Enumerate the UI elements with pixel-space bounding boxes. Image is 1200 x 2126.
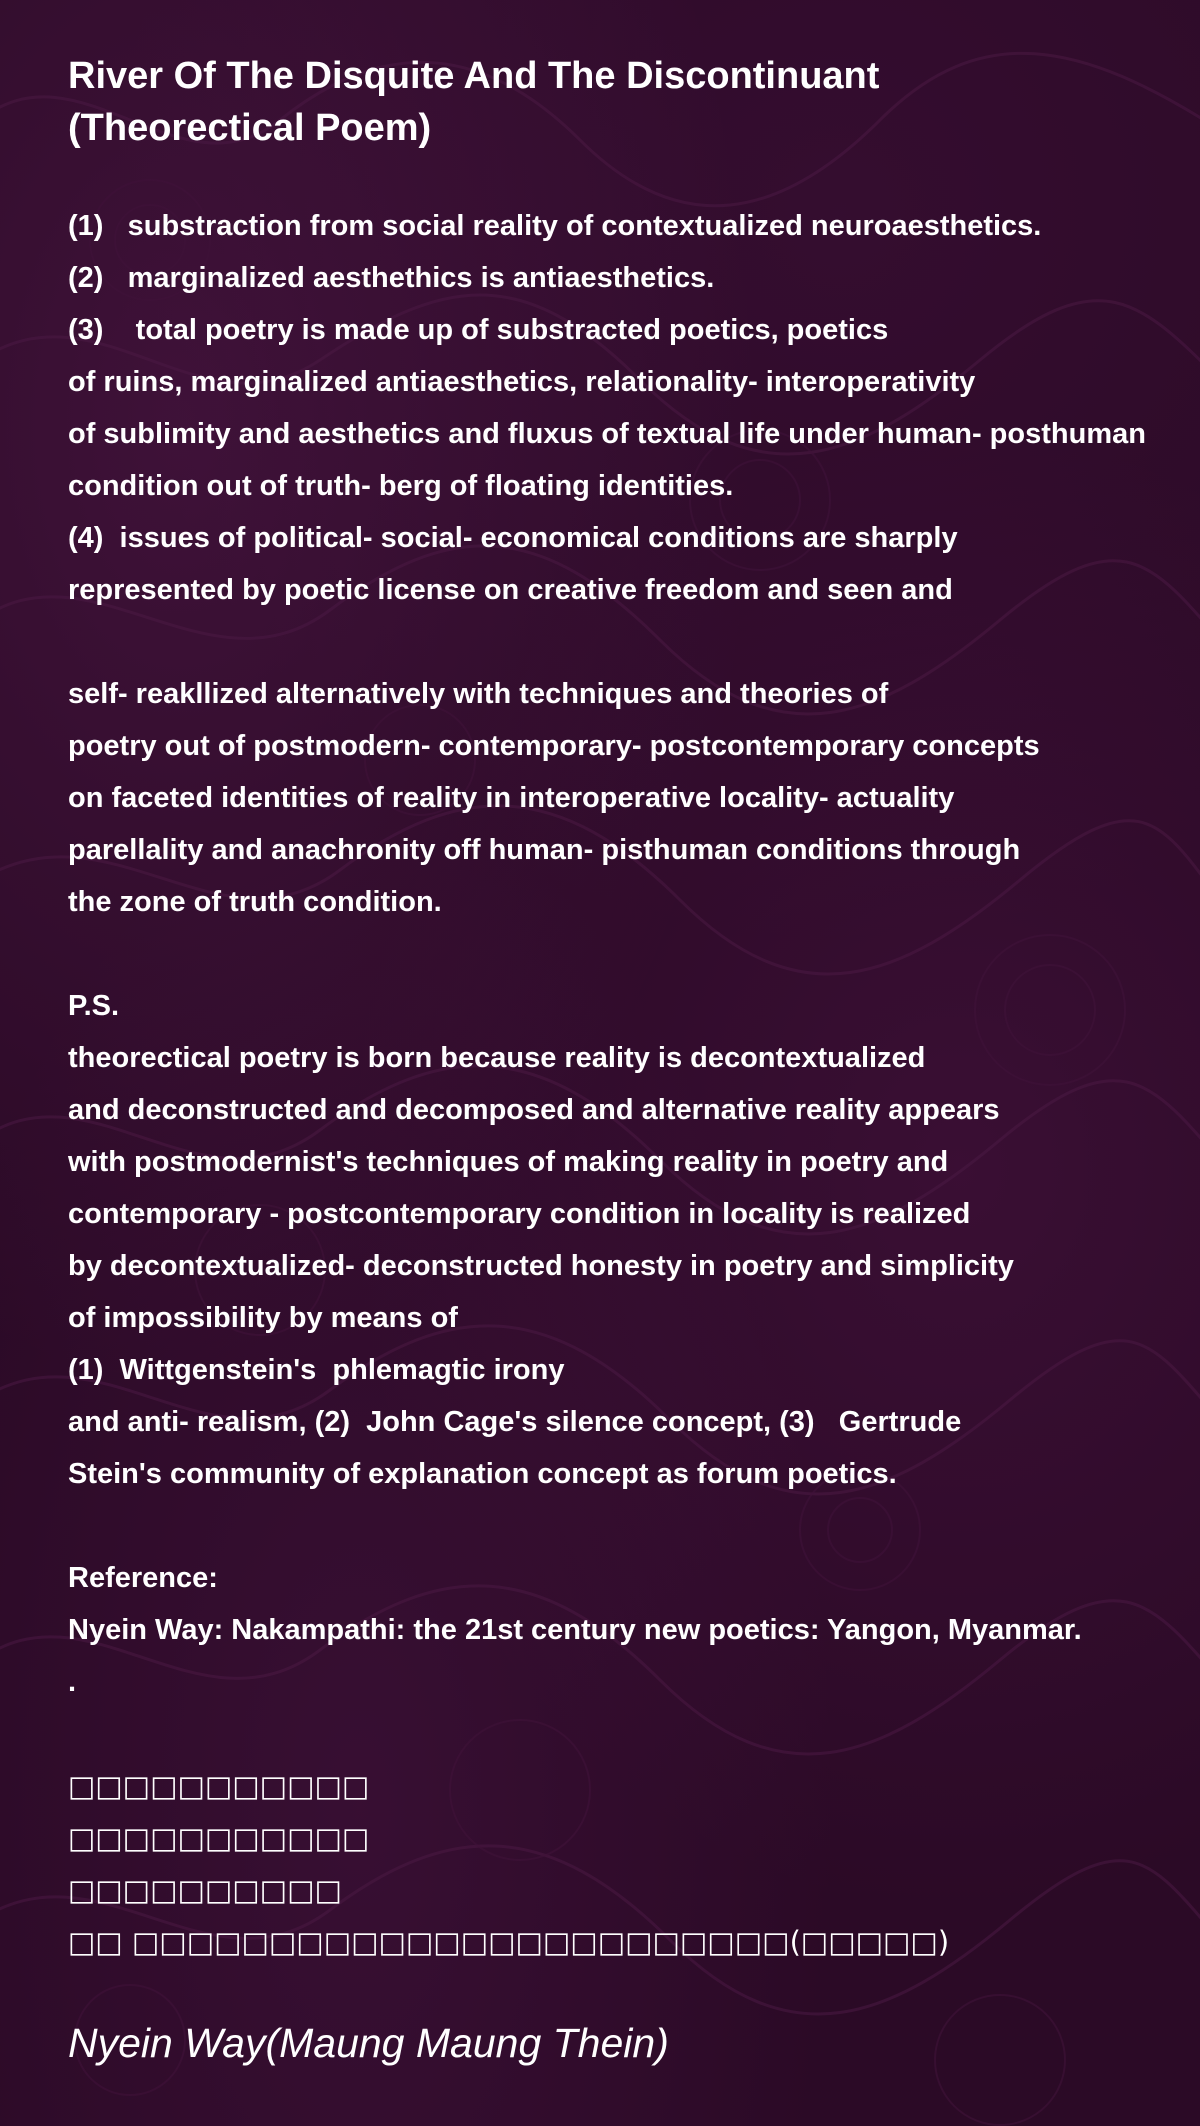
- poem-line: of impossibility by means of: [68, 1302, 458, 1334]
- poem-container: [68, 50, 1200, 2070]
- poem-line-unrendered-script: □□ □□□□□□□□□□□□□□□□□□□□□□□□(□□□□□): [68, 1925, 950, 1959]
- poem-line: (3) total poetry is made up of substracted poetics, poetics: [68, 314, 889, 346]
- poem-line-unrendered-script: □□□□□□□□□□: [68, 1873, 342, 1907]
- poem-line: of sublimity and aesthetics and fluxus of textual life under human- posthuman: [68, 418, 1146, 450]
- poem-line: self- reakllized alternatively with techniques and theories of: [68, 678, 889, 710]
- poem-line: with postmodernist's techniques of making reality in poetry and: [68, 1146, 949, 1178]
- poem-blank-line: [68, 1500, 1200, 1552]
- poem-line: P.S.: [68, 990, 120, 1022]
- poem-line: the zone of truth condition.: [68, 886, 442, 918]
- poem-blank-line: [68, 616, 1200, 668]
- poem-line: on faceted identities of reality in interoperative locality- actuality: [68, 782, 955, 814]
- poem-line-unrendered-script: □□□□□□□□□□□: [68, 1821, 370, 1855]
- poem-line: theorectical poetry is born because reality is decontextualized: [68, 1042, 926, 1074]
- poem-line: represented by poetic license on creative freedom and seen and: [68, 574, 953, 606]
- poem-line: and anti- realism, (2) John Cage's silence concept, (3) Gertrude: [68, 1406, 962, 1438]
- poem-line: (1) Wittgenstein's phlemagtic irony: [68, 1354, 565, 1386]
- poem-body: [68, 200, 1200, 1968]
- poem-line: by decontextualized- deconstructed honesty in poetry and simplicity: [68, 1250, 1014, 1282]
- poem-title: River Of The Disquite And The Discontinuant (Theorectical Poem): [68, 55, 880, 149]
- poem-line: poetry out of postmodern- contemporary- postcontemporary concepts: [68, 730, 1040, 762]
- poem-line: Stein's community of explanation concept as forum poetics.: [68, 1458, 897, 1490]
- poem-line: (4) issues of political- social- economical conditions are sharply: [68, 522, 958, 554]
- poem-line: (1) substraction from social reality of contextualized neuroaesthetics.: [68, 210, 1042, 242]
- poem-author: Nyein Way(Maung Maung Thein): [68, 2020, 669, 2066]
- poem-line: (2) marginalized aesthethics is antiaesthetics.: [68, 262, 715, 294]
- poem-blank-line: [68, 928, 1200, 980]
- poem-line-unrendered-script: □□□□□□□□□□□: [68, 1769, 370, 1803]
- poem-blank-line: [68, 1708, 1200, 1760]
- poem-line: .: [68, 1666, 77, 1698]
- poem-line: contemporary - postcontemporary condition in locality is realized: [68, 1198, 971, 1230]
- poem-line: Nyein Way: Nakampathi: the 21st century new poetics: Yangon, Myanmar.: [68, 1614, 1082, 1646]
- poem-line: and deconstructed and decomposed and alternative reality appears: [68, 1094, 1000, 1126]
- poem-line: Reference:: [68, 1562, 218, 1594]
- poem-line: condition out of truth- berg of floating identities.: [68, 470, 734, 502]
- poem-line: parellality and anachronity off human- pisthuman conditions through: [68, 834, 1021, 866]
- poem-line: of ruins, marginalized antiaesthetics, relationality- interoperativity: [68, 366, 976, 398]
